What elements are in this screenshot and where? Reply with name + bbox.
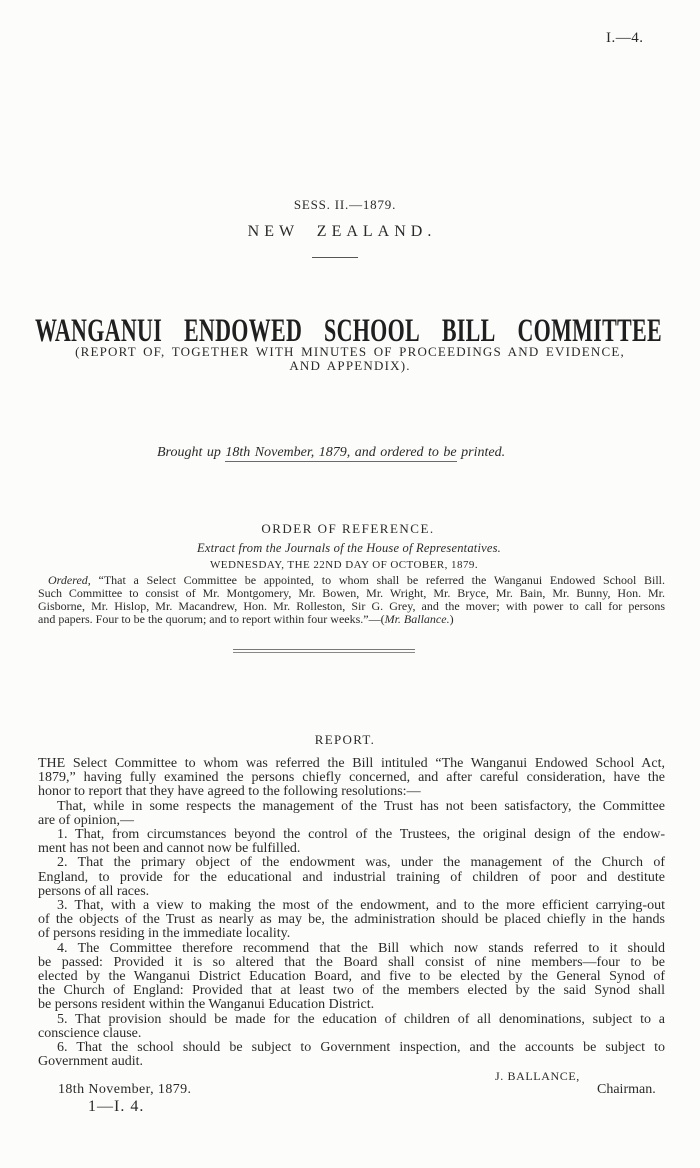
order-of-reference-date: WEDNESDAY, THE 22ND DAY OF OCTOBER, 1879. bbox=[209, 559, 479, 571]
title-word: SCHOOL bbox=[324, 311, 420, 349]
order-line: Gisborne, Mr. Hislop, Mr. Macandrew, Hon. Mr. Rolleston, Sir G. Grey, and the mover; with power to call for persons bbox=[38, 598, 665, 613]
report-line: England, to provide for the educational and industrial training of children of poor and destitute bbox=[38, 869, 665, 885]
report-line: 1. That, from circumstances beyond the control of the Trustees, the original design of the endow- bbox=[57, 827, 665, 843]
mover-name: Mr. Ballance. bbox=[384, 611, 450, 626]
report-line: THE Select Committee to whom was referred the Bill intituled “The Wanganui Endowed School Act, bbox=[38, 756, 665, 771]
order-of-reference-heading: ORDER OF REFERENCE. bbox=[261, 521, 435, 536]
order-line-text: “That a Select Committee be appointed, to whom shall be referred the Wanganui Endowed School Bill. bbox=[98, 573, 666, 587]
report-line: honor to report that they have agreed to the following resolutions:— bbox=[38, 784, 421, 800]
report-line: 4. The Committee therefore recommend that the Bill which now stands referred to it should bbox=[57, 940, 665, 956]
title-word: COMMITTEE bbox=[517, 311, 662, 349]
report-line: 2. That the primary object of the endowment was, under the management of the Church of bbox=[57, 855, 665, 871]
ordered-label: Ordered, bbox=[48, 573, 91, 587]
title-word: WANGANUI bbox=[35, 311, 163, 349]
report-line: elected by the Wanganui District Education Board, and five to be elected by the General Synod of bbox=[38, 969, 665, 985]
page-code: 1—I. 4. bbox=[88, 1098, 145, 1115]
report-line: 3. That, with a view to making the most of the endowment, and to the more efficient carrying-out bbox=[57, 898, 665, 914]
paper-reference: I.—4. bbox=[606, 30, 644, 46]
report-line: persons of all races. bbox=[38, 883, 150, 899]
report-date: 18th November, 1879. bbox=[58, 1082, 192, 1097]
session-line: SESS. II.—1879. bbox=[293, 197, 397, 212]
country-line: NEW ZEALAND. bbox=[247, 223, 437, 240]
brought-up-suffix: printed. bbox=[461, 445, 506, 460]
report-line: of persons residing in the immediate locality. bbox=[38, 926, 291, 942]
order-line bbox=[38, 574, 665, 587]
report-line: conscience clause. bbox=[38, 1025, 142, 1041]
report-line: Government audit. bbox=[38, 1054, 143, 1070]
title-word: BILL bbox=[441, 311, 496, 349]
brought-up-date: 18th November, 1879, and ordered to be bbox=[225, 445, 457, 460]
report-line: be persons resident within the Wanganui Education District. bbox=[38, 997, 375, 1013]
order-line-text: and papers. Four to be the quorum; and to report within four weeks.”—( bbox=[38, 611, 385, 626]
report-line: are of opinion,— bbox=[38, 812, 135, 828]
order-of-reference-text bbox=[38, 574, 665, 626]
document-title bbox=[35, 311, 662, 349]
brought-up-line bbox=[157, 445, 505, 461]
order-line bbox=[38, 613, 665, 626]
header-rule bbox=[312, 257, 358, 258]
subtitle-line: (REPORT OF, TOGETHER WITH MINUTES OF PROCEEDINGS AND EVIDENCE, bbox=[75, 344, 625, 359]
report-line: That, while in some respects the management of the Trust has not been satisfactory, the Committee bbox=[57, 798, 665, 814]
title-word: ENDOWED bbox=[183, 311, 303, 349]
document-subtitle bbox=[0, 345, 700, 373]
signatory-title: Chairman. bbox=[597, 1082, 656, 1097]
report-line: 1879,” having fully examined the persons chiefly concerned, and after careful consideration, have the bbox=[38, 770, 665, 786]
subtitle-line: AND APPENDIX). bbox=[289, 358, 411, 373]
report-line: ment has not been and cannot now be fulfilled. bbox=[38, 841, 301, 857]
report-line: be passed: Provided it is so altered that the Board shall consist of nine members—four to be bbox=[38, 954, 665, 970]
report-body bbox=[38, 757, 665, 1069]
signatory-name: J. BALLANCE, bbox=[495, 1069, 580, 1083]
report-line: 6. That the school should be subject to Government inspection, and the accounts be subject to bbox=[57, 1040, 665, 1056]
report-line: the Church of England: Provided that at least two of the members elected by the said Synod shall bbox=[38, 983, 665, 999]
report-line: 5. That provision should be made for the education of children of all denominations, subject to a bbox=[57, 1011, 665, 1027]
brought-up-prefix: Brought up bbox=[157, 445, 221, 460]
order-line: Such Committee to consist of Mr. Montgomery, Mr. Bowen, Mr. Wright, Mr. Bryce, Mr. Bain, Mr. Bunny, Hon. Mr. bbox=[38, 585, 665, 600]
order-of-reference-source: Extract from the Journals of the House of Representatives. bbox=[196, 541, 502, 555]
order-closing: ) bbox=[449, 611, 454, 626]
report-line: of the objects of the Trust as nearly as may be, the administration should be placed chiefly in the hands bbox=[38, 912, 665, 928]
report-heading: REPORT. bbox=[314, 732, 376, 747]
section-double-rule bbox=[233, 649, 415, 653]
